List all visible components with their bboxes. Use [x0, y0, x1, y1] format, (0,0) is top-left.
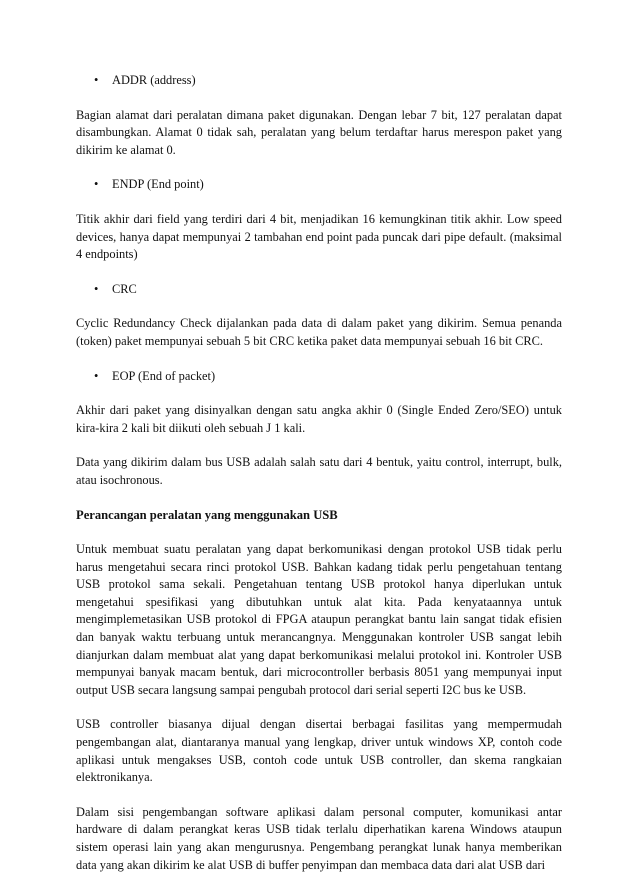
paragraph-addr: Bagian alamat dari peralatan dimana paket digunakan. Dengan lebar 7 bit, 127 peralatan dapat disambungkan. Alamat 0 tidak sah, peralatan yang belum terdaftar harus merespon paket yang dikirim ke alamat 0. — [76, 107, 562, 157]
bullet-text: ADDR (address) — [112, 73, 196, 87]
bullet-item-eop — [76, 368, 562, 386]
bullet-item-crc — [76, 281, 562, 299]
bullet-item-addr — [76, 72, 562, 90]
paragraph-endp: Titik akhir dari field yang terdiri dari 4 bit, menjadikan 16 kemungkinan titik akhir. Low speed devices, hanya dapat mempunyai 2 tambahan end point pada puncak dari pipe default. (maksimal 4 endpoints) — [76, 211, 562, 262]
paragraph-design-1: Untuk membuat suatu peralatan yang dapat berkomunikasi dengan protokol USB tidak perlu harus mengetahui secara rinci protokol USB. Bahkan kadang tidak perlu pengetahuan tentang USB protokol sama sekali. Pengetahuan tentang USB protokol hanya diperlukan untuk mengetahui spesifikasi yang dibutuhkan untuk alat kita. Pada kenyataannya untuk mengimplemetasikan USB protokol di FPGA ataupun perangkat bantu lain sangat tidak efisien dan banyak waktu terbuang untuk merancangnya. Menggunakan kontroler USB sangat lebih dianjurkan dalam membuat alat yang dapat berkomunikasi melalui protokol ini. Kontroler USB mempunyai banyak macam bentuk, dari microcontroller berbasis 8051 yang mempunyai input output USB secara langsung sampai pengubah protocol dari serial seperti I2C bus ke USB. — [76, 542, 562, 697]
bullet-text: CRC — [112, 281, 137, 296]
bullet-glyph: • — [94, 177, 99, 192]
bullet-text: EOP (End of packet) — [112, 368, 216, 383]
bullet-item-endp — [76, 176, 562, 194]
paragraph-design-3: Dalam sisi pengembangan software aplikasi dalam personal computer, komunikasi antar hardware di dalam perangkat keras USB tidak terlalu diperhatikan karena Windows ataupun sistem operasi lain yang akan mengurusnya. Pengembang perangkat lunak hanya memberikan data yang akan dikirim ke alat USB di buffer penyimpan dan membaca data dari alat USB dari — [76, 804, 562, 872]
bullet-glyph: • — [94, 73, 99, 87]
bullet-glyph: • — [94, 368, 99, 383]
document-body — [76, 72, 562, 891]
bullet-glyph: • — [94, 281, 99, 296]
bullet-text: ENDP (End point) — [112, 177, 204, 192]
paragraph-design-2: USB controller biasanya dijual dengan disertai berbagai fasilitas yang mempermudah pengembangan alat, diantaranya manual yang lengkap, driver untuk windows XP, contoh code aplikasi untuk mengakses USB, contoh code untuk USB controller, dan skema rangkaian elektronikanya. — [76, 717, 562, 785]
section-heading: Perancangan peralatan yang menggunakan USB — [76, 507, 338, 522]
paragraph-crc: Cyclic Redundancy Check dijalankan pada data di dalam paket yang dikirim. Semua penanda (token) paket mempunyai sebuah 5 bit CRC ketika paket data mempunyai sebuah 16 bit CRC. — [76, 316, 562, 348]
paragraph-data-forms: Data yang dikirim dalam bus USB adalah salah satu dari 4 bentuk, yaitu control, interrupt, bulk, atau isochronous. — [76, 455, 562, 487]
paragraph-eop: Akhir dari paket yang disinyalkan dengan satu angka akhir 0 (Single Ended Zero/SEO) untuk kira-kira 2 kali bit diikuti oleh sebuah J 1 kali. — [76, 403, 562, 435]
